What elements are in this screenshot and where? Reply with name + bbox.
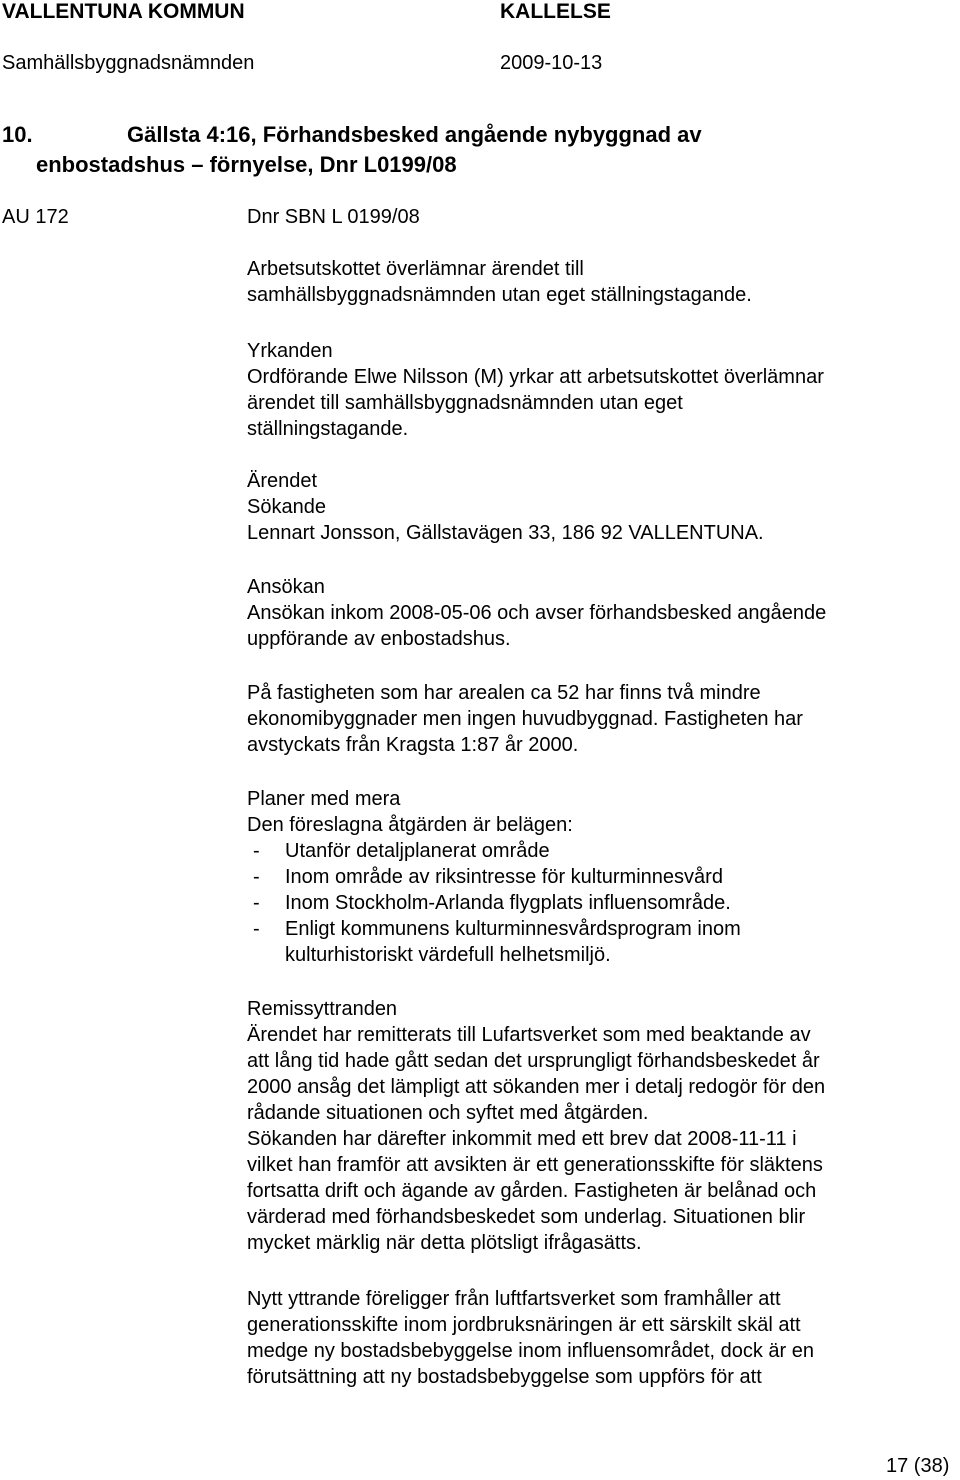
yrkanden-line: ärendet till samhällsbyggnadsnämnden utan eget: [247, 392, 683, 414]
dash-marker: -: [253, 892, 260, 914]
yrkanden-line: Ordförande Elwe Nilsson (M) yrkar att arbetsutskottet överlämnar: [247, 366, 824, 388]
nytt-line: generationsskifte inom jordbruksnäringen är ett särskilt skäl att: [247, 1314, 801, 1336]
nytt-yttrande-section: [247, 1286, 947, 1396]
ansokan-heading: Ansökan: [247, 576, 325, 598]
sokande-subheading: Sökande: [247, 496, 326, 518]
meeting-date: 2009-10-13: [500, 52, 603, 74]
bullet-text: Utanför detaljplanerat område: [285, 840, 550, 862]
arendet-heading: Ärendet: [247, 470, 318, 492]
item-title-line1: Gällsta 4:16, Förhandsbesked angående nybyggnad av: [127, 122, 702, 147]
fastighet-line: ekonomibyggnader men ingen huvudbyggnad. Fastigheten har: [247, 708, 803, 730]
board-name: Samhällsbyggnadsnämnden: [2, 52, 255, 74]
dash-marker: -: [253, 840, 260, 862]
remiss-line: fortsatta drift och ägande av gården. Fastigheten är belånad och: [247, 1180, 817, 1202]
decision-line1: [247, 258, 584, 281]
bullet-text: Inom område av riksintresse för kulturminnesvård: [285, 866, 723, 888]
remiss-line: rådande situationen och syftet med åtgärden.: [247, 1102, 649, 1124]
planer-intro: Den föreslagna åtgärden är belägen:: [247, 814, 573, 836]
doc-type: KALLELSE: [500, 0, 611, 23]
bullet-text: Inom Stockholm-Arlanda flygplats influensområde.: [285, 892, 731, 914]
org-name: VALLENTUNA KOMMUN: [2, 0, 245, 23]
planer-bullet: [247, 916, 947, 942]
planer-bullet: [247, 838, 947, 864]
dash-marker: -: [253, 866, 260, 888]
remiss-line: värderad med förhandsbeskedet som underlag. Situationen blir: [247, 1206, 806, 1228]
nytt-line: Nytt yttrande föreligger från luftfartsverket som framhåller att: [247, 1288, 781, 1310]
remiss-line: mycket märklig när detta plötsligt ifrågasätts.: [247, 1232, 642, 1254]
ansokan-section: [247, 574, 947, 654]
planer-section: [247, 786, 947, 976]
ansokan-line: uppförande av enbostadshus.: [247, 628, 511, 650]
fastighet-section: [247, 680, 947, 760]
arendet-section: [247, 468, 947, 548]
planer-bullet: [247, 864, 947, 890]
decision-rest: till: [559, 258, 584, 280]
remiss-line: Sökanden har därefter inkommit med ett brev dat 2008-11-11 i: [247, 1128, 797, 1150]
yrkanden-line: ställningstagande.: [247, 418, 409, 440]
remiss-line: 2000 ansåg det lämpligt att sökanden mer i detalj redogör för den: [247, 1076, 826, 1098]
sokande-address: Lennart Jonsson, Gällstavägen 33, 186 92 VALLENTUNA.: [247, 522, 764, 544]
page-number: 17 (38): [886, 1455, 950, 1477]
nytt-line: medge ny bostadsbebyggelse inom influensområdet, dock är en: [247, 1340, 815, 1362]
planer-bullet: [247, 890, 947, 916]
au-reference: AU 172: [2, 206, 69, 228]
bullet-continuation: kulturhistoriskt värdefull helhetsmiljö.: [285, 944, 611, 966]
dash-marker: -: [253, 918, 260, 940]
nytt-line: förutsättning att ny bostadsbebyggelse som uppförs för att: [247, 1366, 762, 1388]
ansokan-line: Ansökan inkom 2008-05-06 och avser förhandsbesked angående: [247, 602, 827, 624]
item-number: 10.: [2, 122, 33, 147]
remiss-heading: Remissyttranden: [247, 998, 398, 1020]
decision-line2: samhällsbyggnadsnämnden utan eget ställningstagande.: [247, 284, 752, 306]
item-title-line2: enbostadshus – förnyelse, Dnr L0199/08: [36, 152, 457, 177]
dnr-reference: Dnr SBN L 0199/08: [247, 206, 420, 228]
bullet-text: Enligt kommunens kulturminnesvårdsprogram inom: [285, 918, 741, 940]
remiss-line: vilket han framför att avsikten är ett generationsskifte för släktens: [247, 1154, 823, 1176]
fastighet-line: avstyckats från Kragsta 1:87 år 2000.: [247, 734, 579, 756]
yrkanden-section: [247, 338, 947, 448]
remiss-line: Ärendet har remitterats till Lufartsverket som med beaktande av: [247, 1024, 811, 1046]
fastighet-line: På fastigheten som har arealen ca 52 har finns två mindre: [247, 682, 761, 704]
remiss-line: att lång tid hade gått sedan det ursprungligt förhandsbeskedet år: [247, 1050, 820, 1072]
remiss-section: [247, 996, 947, 1266]
planer-heading: Planer med mera: [247, 788, 401, 810]
decision-bold: Arbetsutskottet överlämnar ärendet: [247, 258, 560, 280]
yrkanden-heading: Yrkanden: [247, 340, 333, 362]
